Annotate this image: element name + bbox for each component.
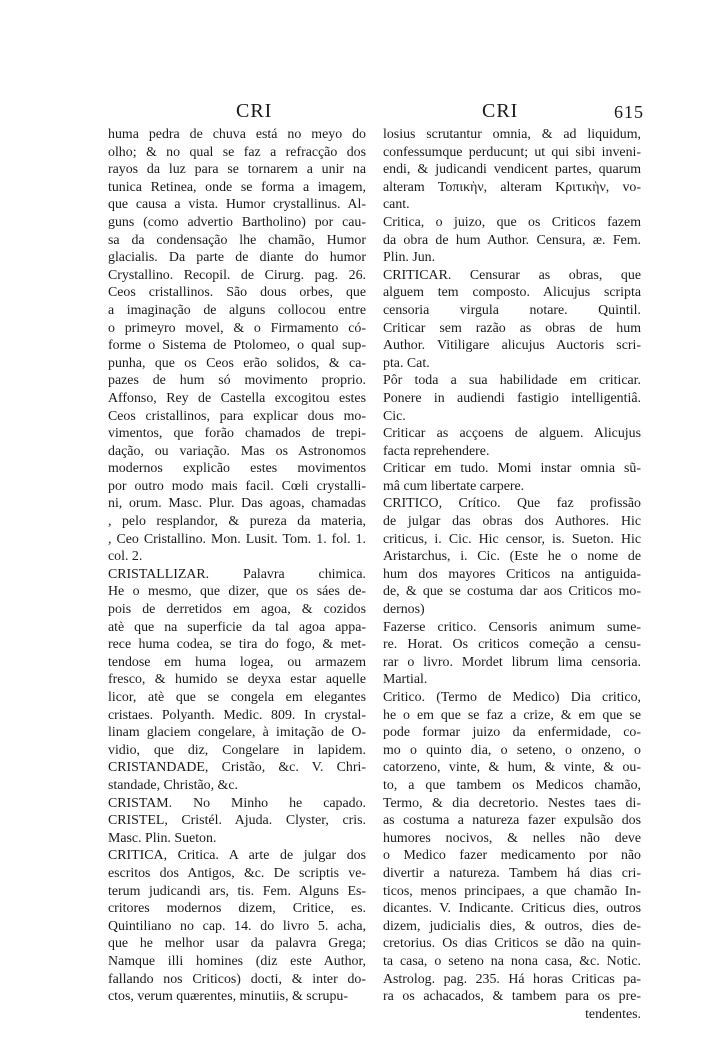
text-line: cristaes. Polyanth. Medic. 809. In crystal- [108, 707, 366, 723]
text-line: CRISTALLIZAR. Palavra chimica. [108, 566, 366, 582]
text-line: dicantes. V. Indicante. Criticus dies, outros [383, 901, 641, 917]
text-line: modernos explicão estes movimentos [108, 461, 366, 477]
text-line: ctos, verum quærentes, minutiis, & scrupu- [108, 989, 348, 1005]
text-line: as costuma a natureza fazer expulsão dos [383, 813, 641, 829]
text-line: CRITICA, Critica. A arte de julgar dos [108, 848, 366, 864]
text-line: tendose em huma logea, ou armazem [108, 654, 366, 670]
text-line: terum judicandi ars, tis. Fem. Alguns Es- [108, 883, 366, 899]
text-line: ta casa, o seteno na nona casa, &c. Notic. [383, 953, 641, 969]
right-text-column [383, 126, 641, 1023]
text-line: Termo, & dia decretorio. Nestes taes di- [383, 795, 641, 811]
text-line: pazes de hum só movimento proprio. [108, 373, 366, 389]
text-line: que causa a vista. Humor crystallinus. Al- [108, 197, 366, 213]
text-line: Astrolog. pag. 235. Há horas Criticas pa- [383, 971, 641, 987]
text-line: mâ cum libertate carpere. [383, 478, 525, 494]
text-line: Fazerse critico. Censoris animum sume- [383, 619, 641, 635]
text-line: CRISTAM. No Minho he capado. [108, 795, 366, 811]
text-line: Cic. [383, 408, 406, 424]
text-line: Critica, o juizo, que os Criticos fazem [383, 214, 641, 230]
text-line: Author. Vitiligare alicujus Auctoris scri- [383, 338, 641, 354]
text-line: pode formar juizo da enfermidade, co- [383, 725, 641, 741]
text-line: Ceos cristallinos. São dous orbes, que [108, 285, 366, 301]
text-line: He o mesmo, que dizer, que os sáes de- [108, 584, 366, 600]
text-line: de, & que se costuma dar aos Criticos mo- [383, 584, 641, 600]
text-line: Martial. [383, 672, 428, 688]
left-text-column [108, 126, 366, 1006]
text-line: pois de derretidos em agoa, & cozidos [108, 602, 366, 618]
text-line: Namque illi homines (diz este Author, [108, 953, 366, 969]
text-line: ni, orum. Masc. Plur. Das agoas, chamadas [108, 496, 366, 512]
text-line: tunica Retinea, onde se forma a imagem, [108, 179, 366, 195]
text-line: he o em que se faz a crize, & em que se [383, 707, 641, 723]
text-line: tendentes. [585, 1006, 641, 1022]
text-line: CRITICAR. Censurar as obras, que [383, 267, 641, 283]
text-line: vimentos, que forão chamados de trepi- [108, 426, 366, 442]
text-line: catorzeno, vinte, & hum, & vinte, & ou- [383, 760, 641, 776]
text-line: atè que na superficie da tal agoa appa- [108, 619, 366, 635]
text-line: mo o quinto dia, o seteno, o onzeno, o [383, 742, 641, 758]
text-line: rayos da luz para se tornarem a unir na [108, 162, 366, 178]
text-line: re. Horat. Os criticos começão a censu- [383, 637, 641, 653]
text-line: humores nocivos, & nelles não deve [383, 830, 641, 846]
text-line: Quintiliano no cap. 14. do livro 5. acha, [108, 918, 366, 934]
text-line: endi, & judicandi vendicent partes, quarum [383, 162, 641, 178]
text-line: linam glaciem congelare, à imitação de O- [108, 725, 366, 741]
text-line: divertir a natureza. Tambem há dias cri- [383, 865, 641, 881]
text-line: Criticar sem razão as obras de hum [383, 320, 641, 336]
text-line: pta. Cat. [383, 355, 430, 371]
text-line: hum dos mayores Criticos na antiguida- [383, 566, 641, 582]
text-line: alguem tem composto. Alicujus scripta [383, 285, 641, 301]
page-number: 615 [614, 102, 644, 122]
text-line: Aristarchus, i. Cic. (Este he o nome de [383, 549, 641, 565]
text-line: censoria virgula notare. Quintil. [383, 302, 641, 318]
text-line: Critico. (Termo de Medico) Dia critico, [383, 690, 641, 705]
text-line: rar o livro. Mordet librum lima censoria. [383, 654, 641, 670]
text-line: ra os achacados, & tambem para os pre- [383, 989, 641, 1005]
text-line: o Medico fazer medicamento por não [383, 848, 641, 864]
text-line: por outro modo mais facil. Cœli crystalli- [108, 478, 366, 494]
page-header [0, 96, 709, 126]
text-line: cant. [383, 197, 410, 213]
text-line: escritos dos Antigos, &c. De scriptis ve- [108, 865, 366, 881]
text-line: dação, ou variação. Mas os Astronomos [108, 443, 366, 459]
text-line: dernos) [383, 602, 425, 618]
text-line: licor, atè que se congela em elegantes [108, 690, 366, 705]
text-line: critores modernos dizem, Critice, es. [108, 901, 366, 917]
text-line: Ponere in audiendi fastigio intelligentiâ. [383, 390, 641, 406]
left-running-head: CRI [236, 100, 273, 122]
text-line: losius scrutantur omnia, & ad liquidum, [383, 127, 641, 142]
text-line: CRISTEL, Cristél. Ajuda. Clyster, cris. [108, 813, 366, 829]
text-line: punha, que os Ceos erão solidos, & ca- [108, 355, 366, 371]
text-line: dizem, judicialis dies, & outros, dies de- [383, 918, 641, 934]
text-line: col. 2. [108, 549, 143, 565]
text-line: olho; & no qual se faz a refracção dos [108, 144, 366, 160]
text-line: , Ceo Cristallino. Mon. Lusit. Tom. 1. fol. 1. [108, 531, 366, 547]
text-line: da obra de hum Author. Censura, æ. Fem. [383, 232, 641, 248]
text-line: Ceos cristallinos, para explicar dous mo- [108, 408, 366, 424]
text-line: rece huma codea, se tira do fogo, & met- [108, 637, 366, 653]
text-line: fallando nos Criticos) docti, & inter do- [108, 971, 366, 987]
text-line: facta reprehendere. [383, 443, 490, 459]
text-line: Crystallino. Recopil. de Cirurg. pag. 26. [108, 267, 366, 283]
text-line: glacialis. Da parte de diante do humor [108, 250, 366, 266]
text-line: standade, Christão, &c. [108, 777, 239, 793]
text-line: to, a que tambem os Medicos chamão, [383, 777, 641, 793]
text-line: Criticar em tudo. Momi instar omnia sũ- [383, 461, 641, 477]
text-line: Plin. Jun. [383, 250, 436, 266]
text-line: huma pedra de chuva está no meyo do [108, 127, 366, 142]
text-line: cretorius. Os dias Criticos se dão na quin- [383, 936, 641, 952]
text-line: CRITICO, Crítico. Que faz profissão [383, 496, 641, 512]
text-line: Affonso, Rey de Castella excogitou estes [108, 390, 366, 406]
text-line: Masc. Plin. Sueton. [108, 830, 217, 846]
text-line: CRISTANDADE, Cristão, &c. V. Chri- [108, 760, 366, 776]
text-line: forme o Sistema de Ptolomeo, o qual sup- [108, 338, 366, 354]
right-running-head: CRI [482, 100, 519, 122]
text-line: Criticar as acçoens de alguem. Alicujus [383, 426, 641, 442]
text-line: alteram Τοπικὴν, alteram Κριτικὴν, vo- [383, 179, 641, 195]
text-line: que he melhor usar da palavra Grega; [108, 936, 366, 952]
text-line: guns (como advertio Bartholino) por cau- [108, 214, 366, 230]
text-line: confessumque perducunt; ut qui sibi inveni- [383, 144, 641, 160]
text-line: criticus, i. Cic. Hic censor, is. Sueton. Hic [383, 531, 641, 547]
text-line: sa da condensação lhe chamão, Humor [108, 232, 366, 248]
text-line: fresco, & humido se deyxa estar aquelle [108, 672, 366, 688]
text-line: Pôr toda a sua habilidade em criticar. [383, 373, 641, 389]
text-line: de julgar das obras dos Authores. Hic [383, 514, 641, 530]
text-line: vidio, que diz, Congelare in lapidem. [108, 742, 366, 758]
text-line: ticos, menos principaes, a que chamão In- [383, 883, 641, 899]
text-line: , pelo resplandor, & pureza da materia, [108, 514, 366, 530]
text-line: a imaginação de alguns collocou entre [108, 302, 366, 318]
text-line: o primeyro movel, & o Firmamento có- [108, 320, 366, 336]
